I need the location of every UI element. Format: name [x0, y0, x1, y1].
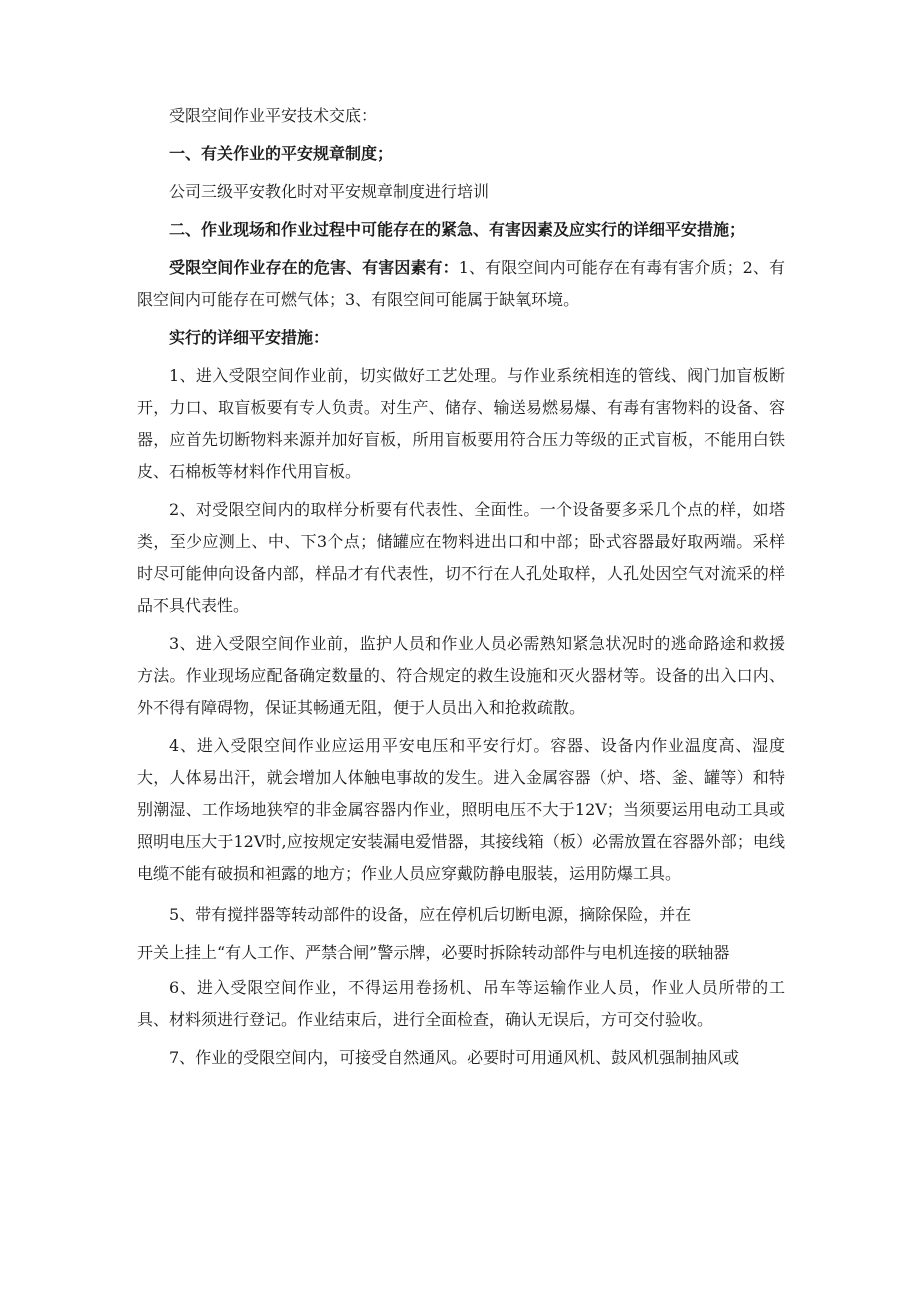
- measure-item-2: 2、对受限空间内的取样分析要有代表性、全面性。一个设备要多采几个点的样，如塔类，至少应测上、中、下3个点；储罐应在物料进出口和中部；卧式容器最好取两端。采样时尽可能伸向设备内部，样品才有代表性，切不行在人孔处取样，人孔处因空气对流采的样品不具代表性。: [137, 500, 785, 615]
- measure-item-5-line-1: 5、带有搅拌器等转动部件的设备，应在停机后切断电源，摘除保险，并在: [169, 905, 692, 924]
- hazard-text: 1、有限空间内可能存在有毒有害介质；2、有限空间内可能存在可燃气体；3、有限空间可能属于缺氧环境。: [137, 258, 785, 309]
- measure-item-6: 6、进入受限空间作业，不得运用卷扬机、吊车等运输作业人员，作业人员所带的工具、材料须进行登记。作业结束后，进行全面检查，确认无误后，方可交付验收。: [137, 978, 785, 1029]
- doc-title: 受限空间作业平安技术交底：: [169, 106, 378, 125]
- document-page: [137, 100, 785, 1080]
- measure-item-1: 1、进入受限空间作业前，切实做好工艺处理。与作业系统相连的管线、阀门加盲板断开，力口、取盲板要有专人负责。对生产、储存、输送易燃易爆、有毒有害物料的设备、容器，应首先切断物料来源并加好盲板，所用盲板要用符合压力等级的正式盲板，不能用白铁皮、石棉板等材料作代用盲板。: [137, 366, 785, 481]
- measure-item-5-line-2: 开关上挂上“有人工作、严禁合闸”警示牌，必要时拆除转动部件与电机连接的联轴器: [137, 943, 730, 962]
- hazard-paragraph: [137, 252, 785, 316]
- measure-item-7: 7、作业的受限空间内，可接受自然通风。必要时可用通风机、鼓风机强制抽风或: [169, 1048, 740, 1067]
- section1-heading: 一、有关作业的平安规章制度；: [169, 144, 394, 163]
- section1-body: 公司三级平安教化时对平安规章制度进行培训: [169, 182, 490, 201]
- section2-heading: 二、作业现场和作业过程中可能存在的紧急、有害因素及应实行的详细平安措施；: [169, 220, 746, 239]
- measures-heading: 实行的详细平安措施：: [169, 328, 330, 347]
- measure-item-3: 3、进入受限空间作业前，监护人员和作业人员必需熟知紧急状况时的逃命路途和救援方法。作业现场应配备确定数量的、符合规定的救生设施和灭火器材等。设备的出入口内、外不得有障碍物，保证其畅通无阻，便于人员出入和抢救疏散。: [137, 634, 785, 717]
- hazard-label: 受限空间作业存在的危害、有害因素有：: [169, 258, 459, 277]
- measure-item-4: 4、进入受限空间作业应运用平安电压和平安行灯。容器、设备内作业温度高、湿度大，人体易出汗，就会增加人体触电事故的发生。进入金属容器（炉、塔、釜、罐等）和特别潮湿、工作场地狭窄的非金属容器内作业，照明电压不大于12V；当须要运用电动工具或照明电压大于12V时,应按规定安装漏电爱惜器，其接线箱（板）必需放置在容器外部；电线电缆不能有破损和袒露的地方；作业人员应穿戴防静电服装，运用防爆工具。: [137, 736, 785, 883]
